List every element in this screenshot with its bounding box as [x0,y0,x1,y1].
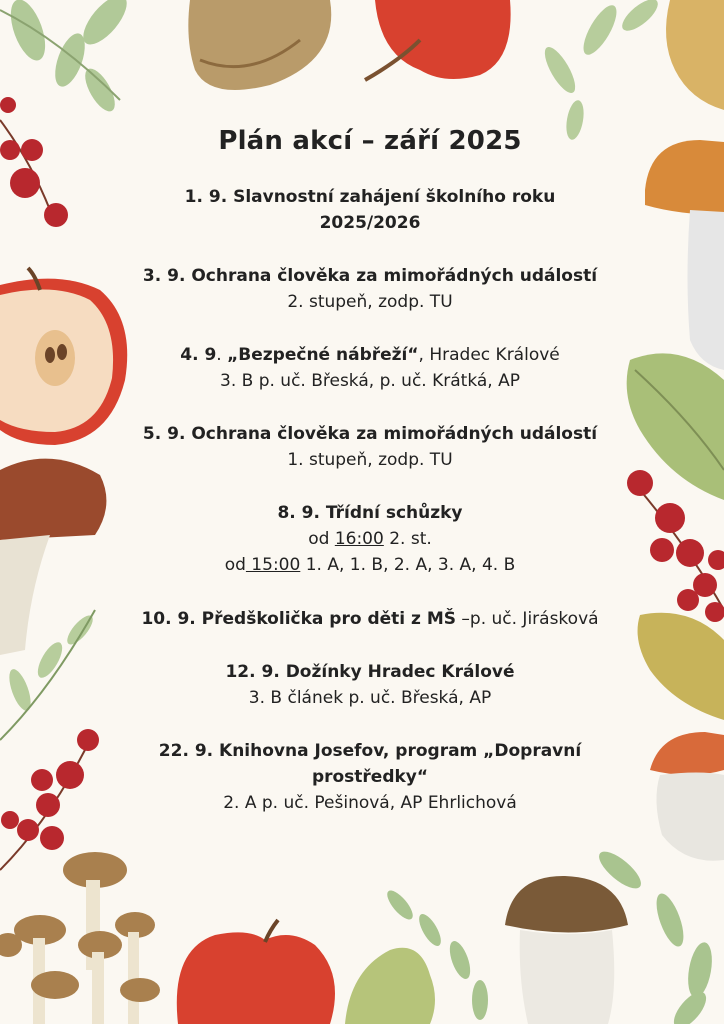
event-item [120,606,620,632]
event-item [120,342,620,394]
half-apple-icon [0,268,127,445]
mushroom-icon [645,140,724,370]
event-heading: 22. 9. Knihovna Josefov, program „Dopravní [158,741,582,761]
event-item [120,738,620,816]
event-heading [120,606,620,632]
event-detail-prefix: od [224,555,246,575]
event-item [120,659,620,711]
event-detail: 1. stupeň, zodp. TU [287,450,453,470]
berries-icon [0,97,68,227]
apple-icon [177,920,335,1024]
event-item [120,500,620,578]
event-detail: 3. B p. uč. Břeská, p. uč. Krátká, AP [220,371,520,391]
event-heading: 8. 9. Třídní schůzky [277,503,463,523]
mushroom-icon [650,732,724,861]
event-item [120,421,620,473]
event-date: 4. 9 [180,345,217,365]
event-detail-suffix: 2. st. [383,529,432,549]
event-heading: prostředky“ [311,767,429,787]
oak-leaf-icon [638,613,724,720]
event-time: 15:00 [245,555,301,575]
event-detail: 2. stupeň, zodp. TU [287,292,453,312]
oak-leaf-icon [345,948,435,1024]
event-heading: 5. 9. Ochrana člověka za mimořádných událostí [142,424,598,444]
event-heading: 3. 9. Ochrana člověka za mimořádných událostí [142,266,598,286]
event-detail: –p. uč. Jirásková [456,609,599,629]
leaves-branch-icon [539,0,662,141]
event-item [120,263,620,315]
event-time: 16:00 [334,529,384,549]
oak-leaf-icon [666,0,724,110]
event-heading: 12. 9. Dožínky Hradec Králové [225,662,515,682]
page-title: Plán akcí – září 2025 [218,126,522,156]
event-detail [120,526,620,552]
event-title: „Bezpečné nábřeží“ [227,345,419,365]
event-detail [120,552,620,578]
mushroom-icon [505,876,628,1024]
mushroom-icon [188,0,331,90]
event-detail: 2. A p. uč. Pešinová, AP Ehrlichová [223,793,517,813]
mushroom-cluster-icon [0,852,160,1024]
event-detail: 3. B článek p. uč. Břeská, AP [248,688,492,708]
apple-icon [365,0,511,80]
berries-icon [0,729,99,870]
event-detail-prefix: od [308,529,335,549]
event-separator: . [216,345,228,365]
event-heading: 2025/2026 [319,213,421,233]
event-title: 10. 9. Předškolička pro děti z MŠ [141,609,456,629]
event-detail-suffix: 1. A, 1. B, 2. A, 3. A, 4. B [300,555,516,575]
event-location: , Hradec Králové [418,345,560,365]
event-heading [120,342,620,368]
event-item [120,184,620,236]
leaves-branch-icon [0,0,134,116]
event-heading: 1. 9. Slavnostní zahájení školního roku [184,187,556,207]
